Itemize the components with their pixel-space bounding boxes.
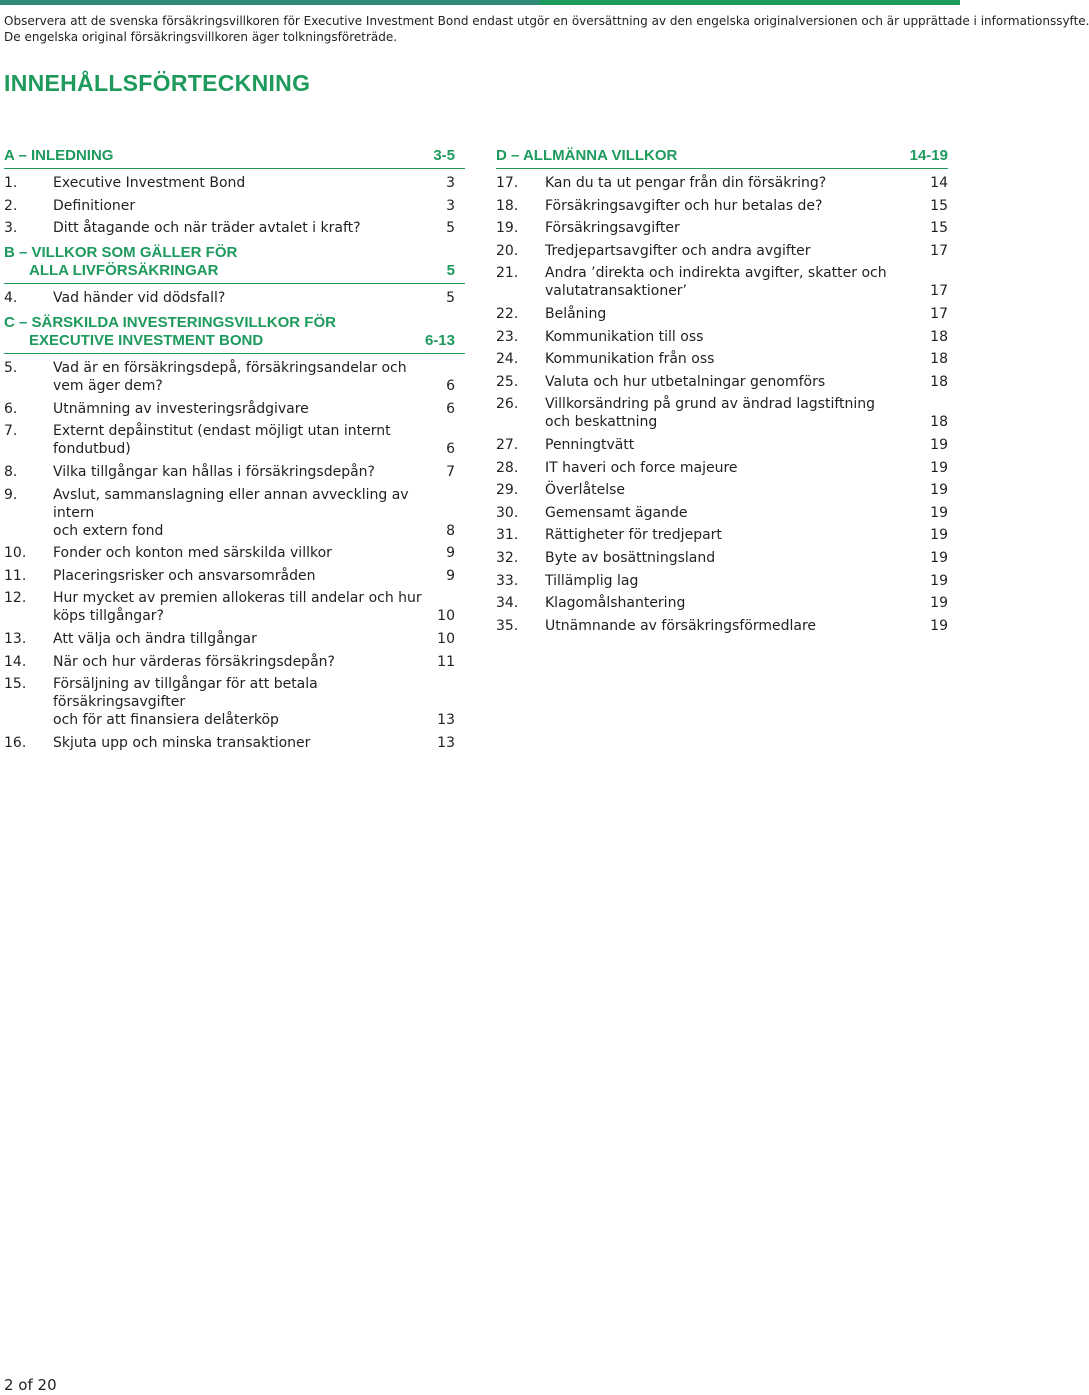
toc-item-title-line-2: köps tillgångar? bbox=[53, 608, 164, 625]
toc-item-number: 4. bbox=[4, 290, 18, 307]
section-heading[interactable] bbox=[4, 313, 465, 354]
toc-item-title bbox=[53, 219, 425, 237]
toc-item-page: 19 bbox=[930, 549, 948, 566]
toc-item-page: 6 bbox=[446, 400, 455, 417]
toc-item-page: 19 bbox=[930, 436, 948, 453]
toc-item-title bbox=[53, 589, 425, 625]
toc-section-c bbox=[4, 313, 465, 752]
toc-item-title bbox=[545, 436, 918, 454]
top-accent-bar-right bbox=[540, 0, 960, 5]
toc-item-title-line-1: Valuta och hur utbetalningar genomförs bbox=[545, 373, 826, 390]
toc-item[interactable] bbox=[496, 197, 948, 215]
toc-item-number: 34. bbox=[496, 595, 519, 612]
section-title-line-1: C – SÄRSKILDA INVESTERINGSVILLKOR FÖR bbox=[4, 314, 336, 332]
section-item-list bbox=[4, 284, 465, 307]
toc-item-title-line-1: Andra ’direkta och indirekta avgifter, skatter och bbox=[545, 265, 887, 282]
toc-item-title bbox=[53, 359, 425, 395]
toc-item-title-line-1: Skjuta upp och minska transaktioner bbox=[53, 734, 311, 751]
toc-item[interactable] bbox=[496, 219, 948, 237]
toc-item-number: 22. bbox=[496, 305, 519, 322]
page-title: INNEHÅLLSFÖRTECKNING bbox=[4, 70, 311, 96]
toc-item-number: 6. bbox=[4, 400, 18, 417]
toc-item-title bbox=[53, 422, 425, 458]
toc-item-title bbox=[545, 481, 918, 499]
toc-item-page: 18 bbox=[930, 414, 948, 431]
toc-item-page: 19 bbox=[930, 504, 948, 521]
toc-item-page: 17 bbox=[930, 283, 948, 300]
toc-item[interactable] bbox=[496, 328, 948, 346]
toc-item-title-line-1: Tillämplig lag bbox=[545, 572, 639, 589]
toc-item-title-line-1: Gemensamt ägande bbox=[545, 504, 688, 521]
toc-item-number: 32. bbox=[496, 549, 519, 566]
translation-notice-line-2: De engelska original försäkringsvillkoren äger tolkningsföreträde. bbox=[4, 30, 398, 44]
toc-item[interactable] bbox=[496, 572, 948, 590]
toc-item-title-line-1: Belåning bbox=[545, 305, 607, 322]
toc-item-title-line-1: Villkorsändring på grund av ändrad lagstiftning bbox=[545, 396, 876, 413]
toc-item-title-line-2: vem äger dem? bbox=[53, 378, 163, 395]
section-item-list bbox=[4, 169, 465, 237]
toc-item[interactable] bbox=[496, 305, 948, 323]
toc-item-number: 11. bbox=[4, 567, 27, 584]
toc-item-page: 9 bbox=[446, 567, 455, 584]
toc-item-title bbox=[53, 544, 425, 562]
toc-item-title bbox=[545, 305, 918, 323]
toc-item[interactable] bbox=[496, 174, 948, 192]
toc-item-page: 19 bbox=[930, 527, 948, 544]
toc-item-number: 28. bbox=[496, 459, 519, 476]
toc-item-page: 17 bbox=[930, 242, 948, 259]
toc-item-title bbox=[53, 653, 425, 671]
toc-item-number: 12. bbox=[4, 590, 27, 607]
section-page-range: 5 bbox=[446, 262, 455, 280]
toc-item-title-line-1: Byte av bosättningsland bbox=[545, 549, 716, 566]
toc-item[interactable] bbox=[496, 481, 948, 499]
toc-column-right bbox=[496, 146, 948, 641]
toc-item-page: 14 bbox=[930, 175, 948, 191]
toc-item[interactable] bbox=[496, 526, 948, 544]
toc-item-number: 3. bbox=[4, 220, 18, 237]
toc-item-page: 3 bbox=[446, 175, 455, 191]
toc-item-title-line-1: Vilka tillgångar kan hållas i försäkringsdepån? bbox=[53, 463, 375, 480]
top-accent-bar-left bbox=[0, 0, 540, 5]
toc-item-page: 6 bbox=[446, 378, 455, 395]
toc-item-number: 26. bbox=[496, 396, 519, 413]
toc-item-title bbox=[545, 328, 918, 346]
toc-item-number: 23. bbox=[496, 328, 519, 345]
toc-item[interactable] bbox=[496, 242, 948, 260]
section-page-range: 14-19 bbox=[909, 147, 948, 164]
toc-item-title-line-1: Hur mycket av premien allokeras till andelar och hur bbox=[53, 590, 422, 607]
toc-item-page: 13 bbox=[437, 734, 455, 751]
translation-notice bbox=[4, 13, 1089, 45]
toc-item-number: 8. bbox=[4, 463, 18, 480]
toc-item[interactable] bbox=[4, 589, 465, 625]
toc-item-title-line-1: Executive Investment Bond bbox=[53, 175, 246, 191]
toc-item-number: 35. bbox=[496, 617, 519, 634]
toc-item-page: 17 bbox=[930, 305, 948, 322]
toc-item-title bbox=[53, 400, 425, 418]
toc-item-page: 5 bbox=[446, 290, 455, 307]
toc-item-title bbox=[545, 572, 918, 590]
toc-item-title-line-2: och för att finansiera delåterköp bbox=[53, 712, 279, 729]
toc-item-title-line-1: Fonder och konton med särskilda villkor bbox=[53, 545, 332, 562]
toc-item[interactable] bbox=[496, 459, 948, 477]
toc-item-title bbox=[53, 675, 425, 729]
toc-item[interactable] bbox=[496, 617, 948, 635]
toc-item-page: 19 bbox=[930, 459, 948, 476]
toc-item-number: 9. bbox=[4, 486, 18, 503]
toc-item[interactable] bbox=[496, 549, 948, 567]
toc-item-title bbox=[53, 197, 425, 215]
toc-item-title bbox=[545, 504, 918, 522]
translation-notice-line-1: Observera att de svenska försäkringsvillkoren för Executive Investment Bond endast utgör en översättning av den engelska originalversionen och är upprättade i informationssyfte. bbox=[4, 14, 1089, 28]
section-title-line-2: ALLA LIVFÖRSÄKRINGAR bbox=[29, 262, 219, 280]
toc-item-page: 13 bbox=[437, 712, 455, 729]
toc-item[interactable] bbox=[4, 197, 465, 215]
toc-item-title-line-1: Försäkringsavgifter bbox=[545, 220, 680, 237]
toc-section-b bbox=[4, 243, 465, 307]
toc-item-page: 19 bbox=[930, 595, 948, 612]
toc-item-title-line-1: Externt depåinstitut (endast möjligt utan internt fondutbud) bbox=[53, 423, 391, 458]
toc-item-title-line-1: Vad är en försäkringsdepå, försäkringsandelar och bbox=[53, 360, 407, 377]
toc-item-number: 31. bbox=[496, 527, 519, 544]
toc-item[interactable] bbox=[4, 486, 465, 540]
toc-item[interactable] bbox=[4, 734, 465, 752]
toc-item-title-line-1: Placeringsrisker och ansvarsområden bbox=[53, 567, 316, 584]
section-title-line-1: D – ALLMÄNNA VILLKOR bbox=[496, 147, 678, 164]
toc-item-title-line-1: Rättigheter för tredjepart bbox=[545, 527, 722, 544]
toc-item-title-line-1: Kommunikation från oss bbox=[545, 351, 715, 368]
toc-item[interactable] bbox=[4, 174, 465, 192]
toc-item-title-line-1: Försäkringsavgifter och hur betalas de? bbox=[545, 197, 823, 214]
toc-item-title-line-2: valutatransaktioner’ bbox=[545, 283, 688, 300]
toc-item-title-line-1: Avslut, sammanslagning eller annan avveckling av intern bbox=[53, 486, 409, 521]
toc-item[interactable] bbox=[496, 504, 948, 522]
toc-item-title bbox=[545, 549, 918, 567]
toc-item-title-line-1: Utnämnande av försäkringsförmedlare bbox=[545, 617, 817, 634]
toc-item-page: 18 bbox=[930, 351, 948, 368]
toc-item-page: 10 bbox=[437, 630, 455, 647]
toc-item[interactable] bbox=[496, 373, 948, 391]
toc-item-number: 16. bbox=[4, 734, 27, 751]
toc-item-title-line-1: Att välja och ändra tillgångar bbox=[53, 630, 257, 647]
toc-item-title-line-1: Utnämning av investeringsrådgivare bbox=[53, 400, 309, 417]
toc-item-title-line-2: och extern fond bbox=[53, 522, 164, 539]
toc-item-title bbox=[545, 459, 918, 477]
toc-section-a bbox=[4, 146, 465, 237]
toc-item-title bbox=[53, 486, 425, 540]
toc-item-title bbox=[545, 617, 918, 635]
section-title-line-1: B – VILLKOR SOM GÄLLER FÖR bbox=[4, 244, 238, 262]
toc-item-number: 1. bbox=[4, 175, 18, 191]
toc-item-number: 15. bbox=[4, 676, 27, 693]
toc-item-title-line-1: Tredjepartsavgifter och andra avgifter bbox=[545, 242, 811, 259]
toc-item-title-line-2: och beskattning bbox=[545, 414, 658, 431]
toc-item-number: 20. bbox=[496, 242, 519, 259]
toc-item-title bbox=[545, 197, 918, 215]
toc-item-title bbox=[53, 630, 425, 648]
section-item-list bbox=[496, 169, 948, 635]
toc-item-number: 25. bbox=[496, 373, 519, 390]
toc-section-d bbox=[496, 146, 948, 635]
toc-item[interactable] bbox=[496, 594, 948, 612]
toc-item-number: 13. bbox=[4, 630, 27, 647]
toc-item[interactable] bbox=[496, 264, 948, 300]
section-page-range: 3-5 bbox=[433, 147, 455, 164]
toc-item-title bbox=[53, 734, 425, 752]
toc-item-page: 11 bbox=[437, 653, 455, 670]
toc-item[interactable] bbox=[496, 395, 948, 431]
toc-item-page: 6 bbox=[446, 441, 455, 458]
section-heading[interactable] bbox=[496, 146, 948, 169]
toc-item-title bbox=[53, 463, 425, 481]
toc-item[interactable] bbox=[4, 422, 465, 458]
section-heading[interactable] bbox=[4, 243, 465, 284]
toc-item-page: 3 bbox=[446, 197, 455, 214]
toc-item-number: 10. bbox=[4, 545, 27, 562]
toc-item-number: 33. bbox=[496, 572, 519, 589]
toc-item-page: 19 bbox=[930, 482, 948, 499]
toc-item[interactable] bbox=[4, 400, 465, 418]
toc-item-number: 7. bbox=[4, 423, 18, 440]
toc-item-number: 21. bbox=[496, 265, 519, 282]
toc-item-title bbox=[53, 289, 425, 307]
toc-item-title-line-1: När och hur värderas försäkringsdepån? bbox=[53, 653, 335, 670]
toc-item-title bbox=[545, 594, 918, 612]
toc-item-title-line-1: Definitioner bbox=[53, 197, 136, 214]
toc-item-title-line-1: IT haveri och force majeure bbox=[545, 459, 738, 476]
toc-item-number: 24. bbox=[496, 351, 519, 368]
toc-item-title-line-1: Vad händer vid dödsfall? bbox=[53, 290, 226, 307]
toc-item-page: 15 bbox=[930, 197, 948, 214]
toc-item[interactable] bbox=[4, 544, 465, 562]
toc-item[interactable] bbox=[4, 359, 465, 395]
top-accent-bar bbox=[0, 0, 960, 5]
section-title-line-2: EXECUTIVE INVESTMENT BOND bbox=[29, 332, 264, 350]
toc-column-left bbox=[4, 146, 465, 758]
toc-item-number: 30. bbox=[496, 504, 519, 521]
toc-item-number: 18. bbox=[496, 197, 519, 214]
toc-item-title bbox=[53, 567, 425, 585]
toc-item-title bbox=[545, 373, 918, 391]
toc-item-number: 27. bbox=[496, 436, 519, 453]
toc-item-title-line-1: Försäljning av tillgångar för att betala försäkringsavgifter bbox=[53, 676, 318, 711]
toc-item[interactable] bbox=[4, 630, 465, 648]
toc-item-title bbox=[545, 174, 918, 192]
toc-item-title-line-1: Kommunikation till oss bbox=[545, 328, 704, 345]
toc-item-number: 14. bbox=[4, 653, 27, 670]
toc-item-title-line-1: Överlåtelse bbox=[545, 482, 626, 499]
toc-item-page: 19 bbox=[930, 572, 948, 589]
toc-item[interactable] bbox=[4, 675, 465, 729]
toc-item-page: 5 bbox=[446, 220, 455, 237]
toc-item-title-line-1: Klagomålshantering bbox=[545, 595, 686, 612]
section-page-range: 6-13 bbox=[424, 332, 455, 350]
toc-item[interactable] bbox=[496, 436, 948, 454]
toc-item[interactable] bbox=[4, 653, 465, 671]
section-heading[interactable] bbox=[4, 146, 465, 169]
section-title-line-1: A – INLEDNING bbox=[4, 147, 114, 164]
toc-item-number: 29. bbox=[496, 482, 519, 499]
toc-item-page: 7 bbox=[446, 463, 455, 480]
toc-item-number: 19. bbox=[496, 220, 519, 237]
toc-item-title bbox=[545, 526, 918, 544]
toc-item-title-line-1: Penningtvätt bbox=[545, 436, 635, 453]
toc-item[interactable] bbox=[4, 463, 465, 481]
toc-item-page: 18 bbox=[930, 328, 948, 345]
toc-item-page: 10 bbox=[437, 608, 455, 625]
toc-item-title-line-1: Ditt åtagande och när träder avtalet i kraft? bbox=[53, 220, 361, 237]
toc-item-page: 15 bbox=[930, 220, 948, 237]
toc-item-title bbox=[545, 350, 918, 368]
toc-item-page: 9 bbox=[446, 545, 455, 562]
page-number: 2 of 20 bbox=[4, 1376, 57, 1394]
section-item-list bbox=[4, 354, 465, 752]
toc-item[interactable] bbox=[4, 567, 465, 585]
toc-item-page: 8 bbox=[446, 522, 455, 539]
toc-item-title bbox=[545, 242, 918, 260]
toc-item-number: 2. bbox=[4, 197, 18, 214]
toc-item[interactable] bbox=[4, 219, 465, 237]
toc-item-page: 19 bbox=[930, 617, 948, 634]
toc-item-title bbox=[53, 174, 425, 192]
toc-item-number: 17. bbox=[496, 175, 519, 191]
toc-item-title-line-1: Kan du ta ut pengar från din försäkring? bbox=[545, 175, 827, 191]
toc-item-number: 5. bbox=[4, 360, 18, 377]
toc-item[interactable] bbox=[4, 289, 465, 307]
toc-item-title bbox=[545, 264, 918, 300]
toc-item-page: 18 bbox=[930, 373, 948, 390]
toc-item-title bbox=[545, 219, 918, 237]
toc-item[interactable] bbox=[496, 350, 948, 368]
toc-item-title bbox=[545, 395, 918, 431]
